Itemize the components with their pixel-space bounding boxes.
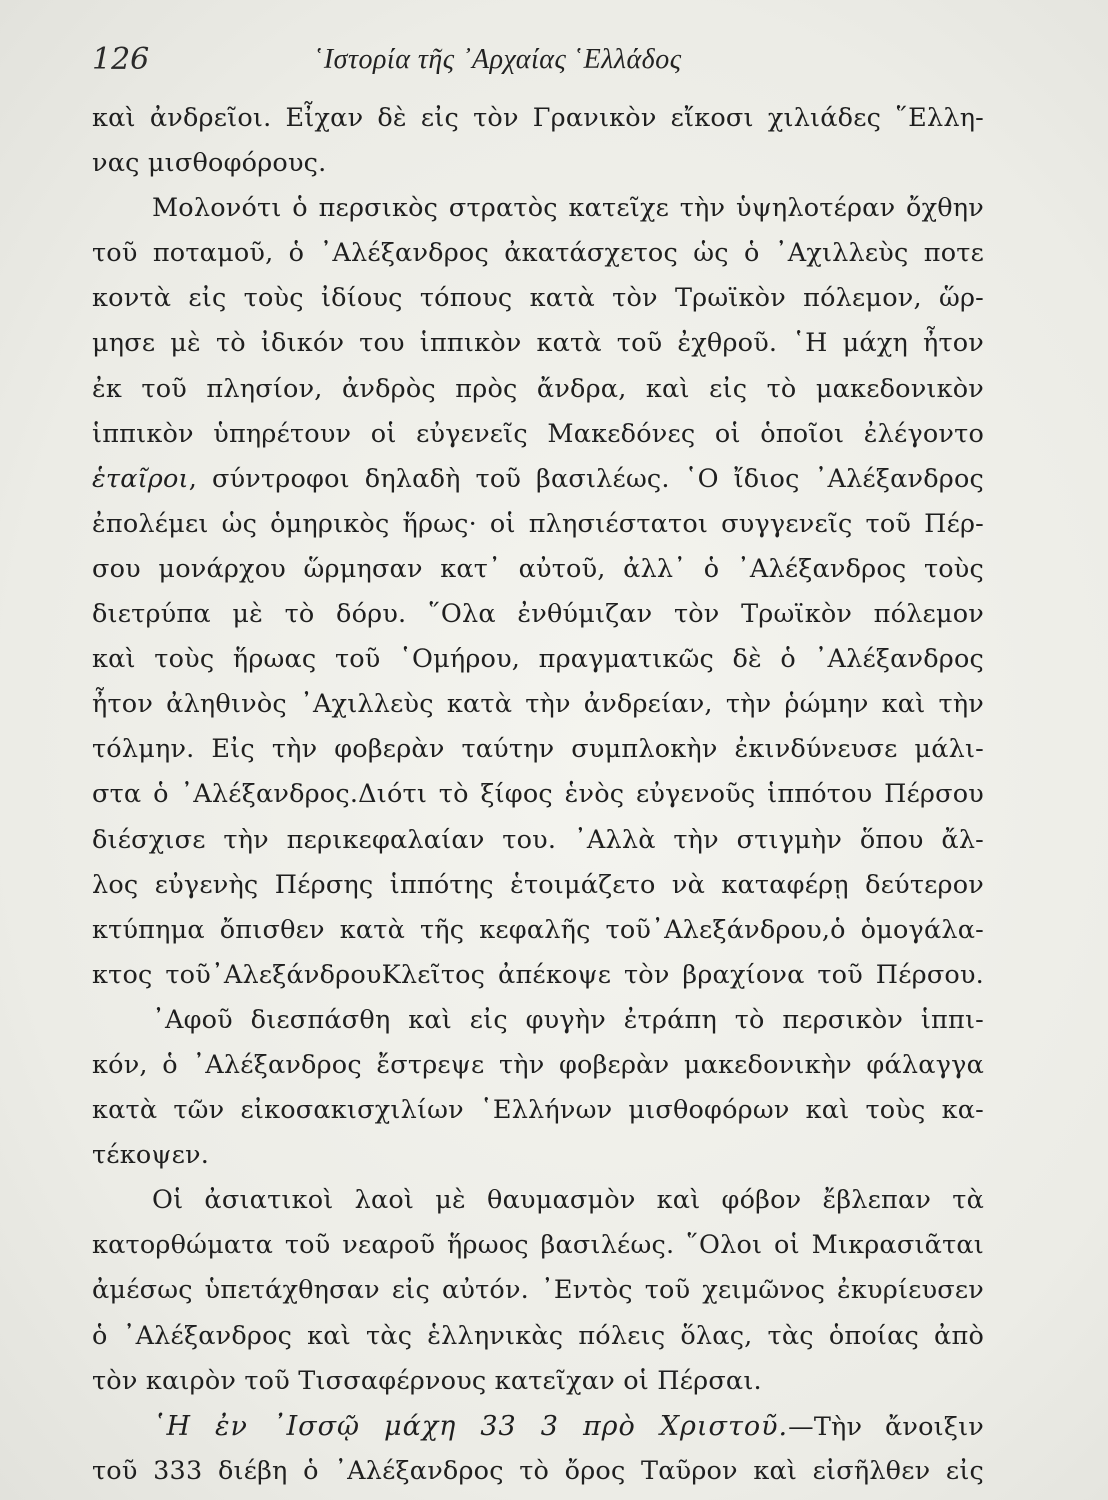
text-line: κατορθώματα τοῦ νεαροῦ ἥρωος βασιλέως. ῞Ολοι οἱ Μικρασιᾶται: [92, 1230, 984, 1261]
page-number: 126: [92, 42, 150, 77]
italic-term: ἑταῖροι: [92, 463, 189, 494]
text-line: ᾿Αφοῦ διεσπάσθη καὶ εἰς φυγὴν ἐτράπη τὸ περσικὸν ἱππι-: [152, 1004, 984, 1035]
text-line: Μολονότι ὁ περσικὸς στρατὸς κατεῖχε τὴν ὑψηλοτέραν ὄχθην: [152, 193, 984, 224]
section-heading: ῾Η ἐν ᾿Ισσῷ μάχη 33 3 πρὸ Χριστοῦ.: [152, 1410, 789, 1442]
text-line: Οἱ ἀσιατικοὶ λαοὶ μὲ θαυμασμὸν καὶ φόβον ἔβλεπαν τὰ: [152, 1185, 984, 1216]
page-header: [92, 40, 1048, 84]
text-line: ἱππικὸν ὑπηρέτουν οἱ εὐγενεῖς Μακεδόνες οἱ ὁποῖοι ἐλέγοντο: [92, 418, 984, 449]
text-line: μησε μὲ τὸ ἰδικόν του ἱππικὸν κατὰ τοῦ ἐχθροῦ. ῾Η μάχη ἦτον: [92, 328, 984, 359]
text-line: καὶ τοὺς ἥρωας τοῦ ῾Ομήρου, πραγματικῶς δὲ ὁ ᾿Αλέξανδρος: [92, 644, 984, 675]
text-line: ὁ ᾿Αλέξανδρος καὶ τὰς ἑλληνικὰς πόλεις ὅλας, τὰς ὁποίας ἀπὸ: [92, 1320, 984, 1351]
text-line: ἦτον ἀληθινὸς ᾿Αχιλλεὺς κατὰ τὴν ἀνδρείαν, τὴν ῥώμην καὶ τὴν: [92, 689, 984, 720]
text-line: ἐκ τοῦ πλησίον, ἀνδρὸς πρὸς ἄνδρα, καὶ εἰς τὸ μακεδονικὸν: [92, 373, 984, 404]
text-line: σου μονάρχου ὥρμησαν κατ᾿ αὐτοῦ, ἀλλ᾿ ὁ ᾿Αλέξανδρος τοὺς: [92, 553, 984, 584]
text-line: τόλμην. Εἰς τὴν φοβερὰν ταύτην συμπλοκὴν ἐκινδύνευσε μάλι-: [92, 734, 984, 765]
text-line: λος εὐγενὴς Πέρσης ἱππότης ἑτοιμάζετο νὰ καταφέρῃ δεύτερον: [92, 869, 984, 900]
text-line: ἀμέσως ὑπετάχθησαν εἰς αὐτόν. ᾿Εντὸς τοῦ χειμῶνος ἐκυρίευσεν: [92, 1275, 984, 1306]
text-fragment: , σύντροφοι δηλαδὴ τοῦ βασιλέως. ῾Ο ἴδιος ᾿Αλέξανδρος: [188, 463, 984, 494]
text-line: κτύπημα ὄπισθεν κατὰ τῆς κεφαλῆς τοῦ᾿Αλεξάνδρου,ὁ ὁμογάλα-: [92, 914, 984, 945]
body-text: [92, 96, 984, 1494]
text-line: διετρύπα μὲ τὸ δόρυ. ῞Ολα ἐνθύμιζαν τὸν Τρωϊκὸν πόλεμον: [92, 599, 984, 630]
text-line: στα ὁ ᾿Αλέξανδρος.Διότι τὸ ξίφος ἑνὸς εὐγενοῦς ἱππότου Πέρσου: [92, 779, 984, 810]
text-line-with-italic: [92, 457, 984, 502]
text-line: κατὰ τῶν εἰκοσακισχιλίων ῾Ελλήνων μισθοφόρων καὶ τοὺς κα-: [92, 1095, 984, 1126]
text-line: τέκοψεν.: [92, 1140, 210, 1171]
running-title: ῾Ιστορία τῆς ᾿Αρχαίας ῾Ελλάδος: [314, 44, 682, 75]
text-line: ἐπολέμει ὡς ὁμηρικὸς ἥρως· οἱ πλησιέστατοι συγγενεῖς τοῦ Πέρ-: [92, 508, 984, 539]
text-line: καὶ ἀνδρεῖοι. Εἶχαν δὲ εἰς τὸν Γρανικὸν εἴκοσι χιλιάδες ῞Ελλη-: [92, 103, 984, 133]
text-line: τοῦ ποταμοῦ, ὁ ᾿Αλέξανδρος ἀκατάσχετος ὡς ὁ ᾿Αχιλλεὺς ποτε: [92, 238, 984, 269]
text-line: διέσχισε τὴν περικεφαλαίαν του. ᾿Αλλὰ τὴν στιγμὴν ὅπου ἄλ-: [92, 824, 984, 855]
text-line: τὸν καιρὸν τοῦ Τισσαφέρνους κατεῖχαν οἱ Πέρσαι.: [92, 1365, 762, 1396]
text-line: νας μισθοφόρους.: [92, 148, 327, 179]
text-line: κοντὰ εἰς τοὺς ἰδίους τόπους κατὰ τὸν Τρωϊκὸν πόλεμον, ὥρ-: [92, 283, 984, 314]
section-heading-line: [92, 1404, 984, 1449]
text-line: κτος τοῦ᾿ΑλεξάνδρουΚλεῖτος ἀπέκοψε τὸν βραχίονα τοῦ Πέρσου.: [92, 959, 984, 990]
text-fragment: —Τὴν ἄνοιξιν: [788, 1411, 984, 1442]
text-line: κόν, ὁ ᾿Αλέξανδρος ἔστρεψε τὴν φοβερὰν μακεδονικὴν φάλαγγα: [92, 1049, 984, 1080]
text-line: τοῦ 333 διέβη ὁ ᾿Αλέξανδρος τὸ ὄρος Ταῦρον καὶ εἰσῆλθεν εἰς: [92, 1455, 984, 1486]
